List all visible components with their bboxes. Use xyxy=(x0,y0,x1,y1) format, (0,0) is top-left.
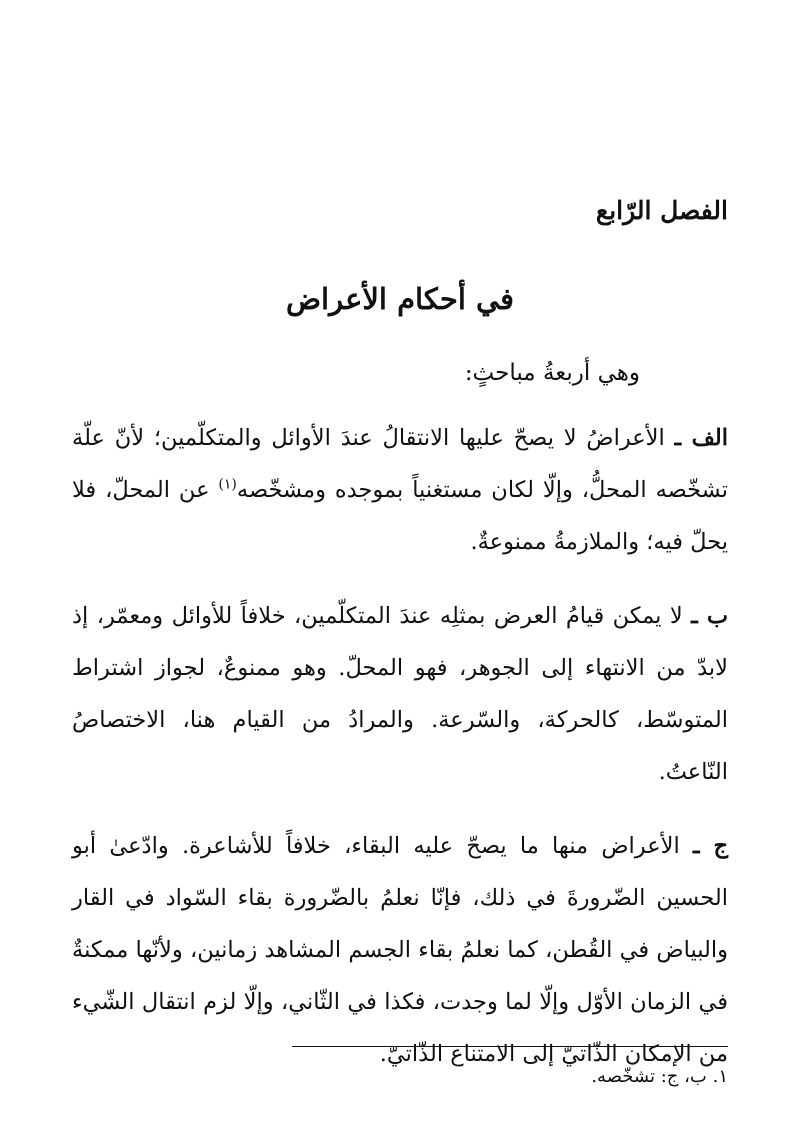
paragraph-text: الأعراضُ لا يصحّ عليها الانتقالُ عندَ الأوائل والمتكلّمين؛ لأنّ علّة تشخّصه المحلُّ، وإلّا لكان مستغنياً بموجده ومشخّصه xyxy=(72,425,729,503)
paragraph-text: عن المحلّ، فلا يحلّ فيه؛ والملازمةُ ممنوعةٌ. xyxy=(72,477,728,555)
body-text xyxy=(72,412,728,1102)
footnote-marker[interactable]: (١) xyxy=(218,476,237,493)
footnote: ١. ب، ج: تشخّصه. xyxy=(591,1066,728,1087)
footnote-divider xyxy=(292,1046,728,1047)
paragraph-ba xyxy=(72,590,728,798)
paragraph-text: الأعراض منها ما يصحّ عليه البقاء، خلافاً للأشاعرة. وادّعىٰ أبو الحسين الضّرورةَ في ذلك، فإنّا نعلمُ بالضّرورة بقاء السّواد في القار والبياض في القُطن، كما نعلمُ بقاء الجسم المشاهد زمانين، ولأنّها ممكنةٌ في الزمان الأوّل وإلّا لما وجدت، فكذا في الثّاني، وإلّا لزم انتقال الشّيء من الإمكان الذّاتيّ إلى الامتناع الذّاتيّ. xyxy=(72,833,728,1067)
paragraph-letter: ب ـ xyxy=(691,603,728,629)
paragraph-letter: الف ـ xyxy=(674,425,729,451)
chapter-title: في أحكام الأعراض xyxy=(285,282,515,316)
paragraph-alef xyxy=(72,412,728,568)
paragraph-jim xyxy=(72,820,728,1080)
chapter-label: الفصل الرّابع xyxy=(595,196,728,225)
intro-line: وهي أربعةُ مباحثٍ: xyxy=(464,360,640,386)
paragraph-text: لا يمكن قيامُ العرض بمثلِه عندَ المتكلّمين، خلافاً للأوائل ومعمّر، إذ لابدّ من الانتهاء إلى الجوهر، فهو المحلّ. وهو ممنوعٌ، لجواز اشتراط المتوسّط، كالحركة، والسّرعة. والمرادُ من القيام هنا، الاختصاصُ النّاعتُ. xyxy=(72,603,728,785)
paragraph-letter: ج ـ xyxy=(692,833,729,859)
page xyxy=(72,0,728,1132)
